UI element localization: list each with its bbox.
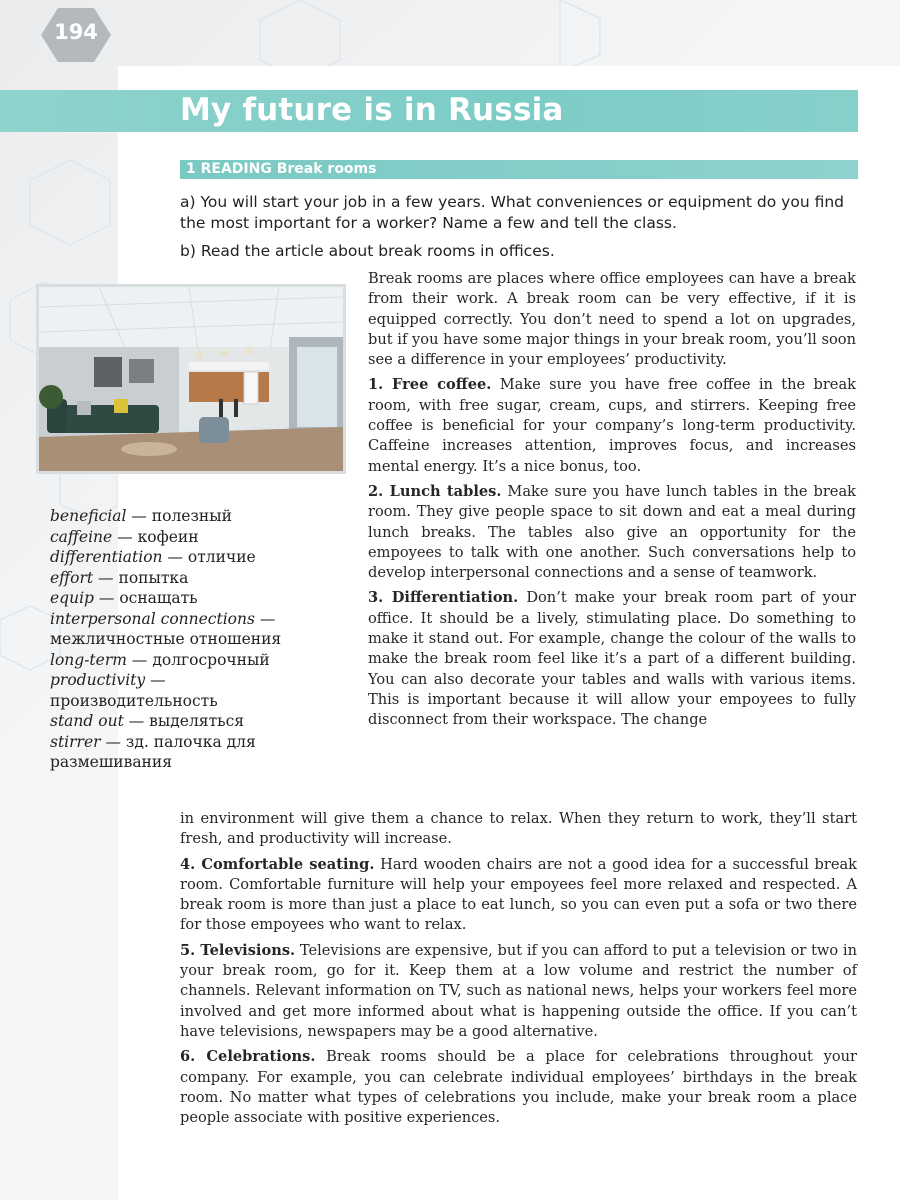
article-paragraph-lunch-tables: 2. Lunch tables. Make sure you have lunch tables in the break room. They give people space to sit down and eat a meal during lunch breaks. The tables also give an opportunity for the empoyees to talk with one another. Such conversations help to develop interpersonal connections and a sense of teamwork.	[368, 482, 856, 582]
article-paragraph-celebrations: 6. Celebrations. Break rooms should be a place for celebrations throughout your company. For example, you can celebrate individual employees’ birthdays in the break room. No matter what types of celebrations you include, make your break room a place people associate with positive experiences.	[180, 1048, 857, 1127]
section-heading: 1 READING Break rooms	[186, 161, 377, 177]
vocab-item: differentiation — отличие	[50, 548, 256, 566]
article-paragraph-comfortable-seating: 4. Comfortable seating. Hard wooden chairs are not a good idea for a successful break room. Comfortable furniture will help your empoyees feel more relaxed and respected. A break room is more than just a place to eat lunch, so you can even put a sofa or two there for those empoyees who want to relax.	[180, 855, 857, 934]
article-intro: Break rooms are places where office employees can have a break from their work. A break room can be very effective, if it is equipped correctly. You don’t need to spend a lot on upgrades, but if you have some major things in your break room, you’ll soon see a difference in your employees’ productivity.	[368, 270, 856, 369]
vocab-item: effort — попытка	[50, 568, 189, 587]
article-full-column	[180, 809, 857, 1128]
page-title: My future is in Russia	[180, 92, 564, 128]
break-room-photo	[36, 284, 346, 474]
vocab-item: beneficial — полезный	[50, 507, 232, 525]
vocab-item: stand out — выделяться	[50, 712, 245, 730]
article-paragraph-differentiation-cont: in environment will give them a chance to relax. When they return to work, they’ll start fresh, and productivity will increase.	[180, 810, 857, 848]
page-number: 194	[54, 20, 98, 44]
article-paragraph-televisions: 5. Televisions. Televisions are expensive, but if you can afford to put a television or two in your break room, go for it. Keep them at a low volume and restrict the number of channels. Relevant information on TV, such as national news, helps your workers feel more involved and get more informed about what is happening outside the office. If you can’t have televisions, newspapers may be a good alternative.	[180, 941, 857, 1040]
task-a: a) You will start your job in a few years. What conveniences or equipment do you find the most important for a worker? Name a few and tell the class.	[180, 193, 845, 232]
vocabulary-list	[50, 506, 350, 773]
vocab-item: productivity — производительность	[50, 671, 218, 710]
vocab-item: long-term — долгосрочный	[50, 650, 270, 669]
vocab-item: caffeine — кофеин	[50, 527, 199, 546]
vocab-item: stirrer — зд. палочка для размешивания	[50, 732, 256, 771]
vocab-item: equip — оснащать	[50, 589, 198, 607]
article-right-column	[368, 269, 856, 731]
article-paragraph-free-coffee: 1. Free coffee. Make sure you have free coffee in the break room, with free sugar, cream, cups, and stirrers. Keeping free coffee is beneficial for your company’s long-term productivity. Caffeine increases attention, improves focus, and increases mental energy. It’s a nice bonus, too.	[368, 376, 856, 475]
task-b: b) Read the article about break rooms in offices.	[180, 242, 555, 260]
vocab-item: interpersonal connections — межличностные отношения	[50, 609, 282, 648]
article-paragraph-differentiation: 3. Differentiation. Don’t make your break room part of your office. It should be a lively, stimulating place. Do something to make it stand out. For example, change the colour of the walls to make the break room feel like it’s a part of a different building. You can also decorate your tables and walls with various items. This is important because it will allow your empoyees to fully disconnect from their workspace. The change	[368, 589, 856, 729]
